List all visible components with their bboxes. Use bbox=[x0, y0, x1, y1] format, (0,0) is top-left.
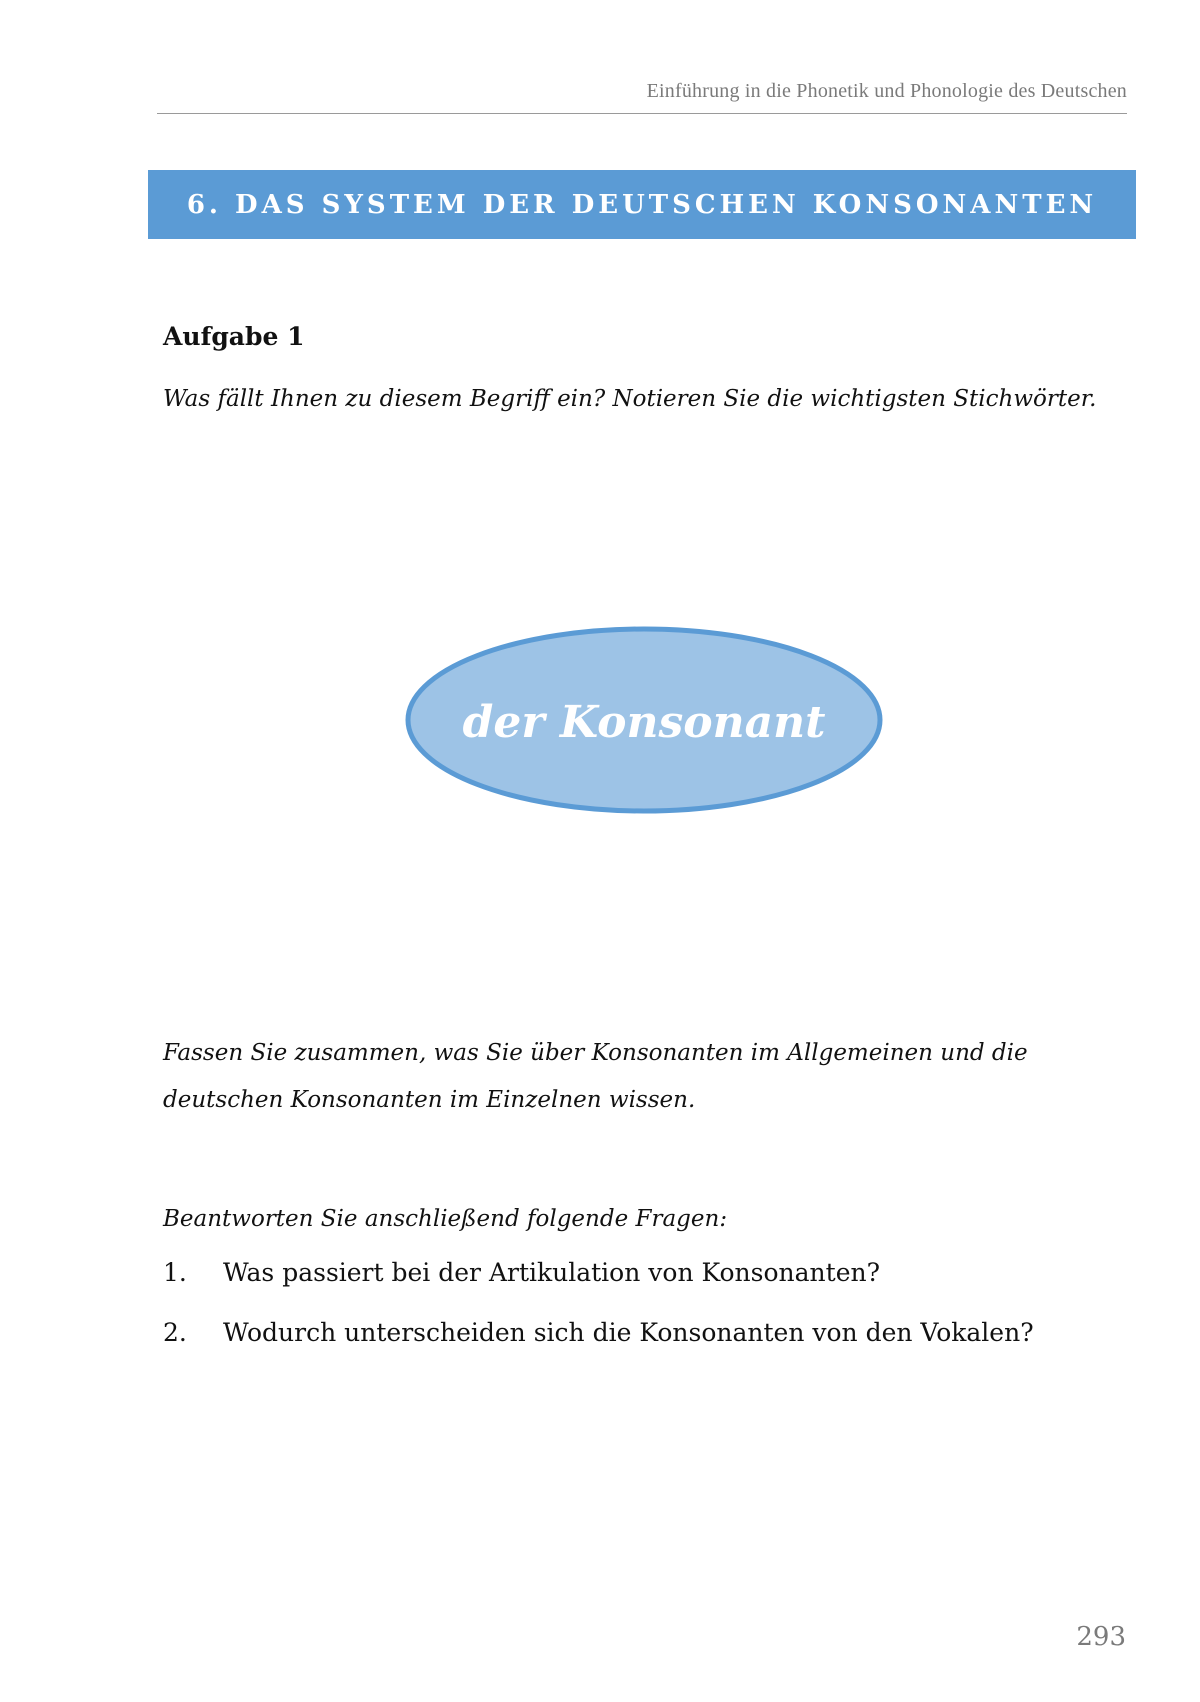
running-header: Einführung in die Phonetik und Phonologie des Deutschen bbox=[646, 80, 1127, 102]
header-rule bbox=[157, 113, 1127, 114]
instruction-brainstorm: Was fällt Ihnen zu diesem Begriff ein? Notieren Sie die wichtigsten Stichwörter. bbox=[163, 386, 1097, 412]
task-heading: Aufgabe 1 bbox=[163, 322, 305, 351]
instruction-answer: Beantworten Sie anschließend folgende Fragen: bbox=[163, 1206, 728, 1232]
instruction-summarize-line1: Fassen Sie zusammen, was Sie über Konsonanten im Allgemeinen und die bbox=[163, 1040, 1028, 1066]
concept-label: der Konsonant bbox=[462, 696, 826, 748]
chapter-title: 6. DAS SYSTEM DER DEUTSCHEN KONSONANTEN bbox=[186, 189, 1098, 220]
page-number: 293 bbox=[1076, 1622, 1126, 1652]
concept-ellipse bbox=[404, 624, 884, 816]
chapter-banner bbox=[148, 170, 1136, 239]
question-text: Wodurch unterscheiden sich die Konsonanten von den Vokalen? bbox=[223, 1318, 1034, 1347]
question-list bbox=[163, 1258, 1034, 1378]
question-item bbox=[163, 1258, 1034, 1318]
question-number: 1. bbox=[163, 1258, 187, 1287]
question-number: 2. bbox=[163, 1318, 187, 1347]
question-text: Was passiert bei der Artikulation von Konsonanten? bbox=[223, 1258, 880, 1287]
question-item bbox=[163, 1318, 1034, 1378]
instruction-summarize-line2: deutschen Konsonanten im Einzelnen wissen. bbox=[163, 1087, 696, 1113]
instruction-summarize bbox=[163, 1030, 1113, 1124]
